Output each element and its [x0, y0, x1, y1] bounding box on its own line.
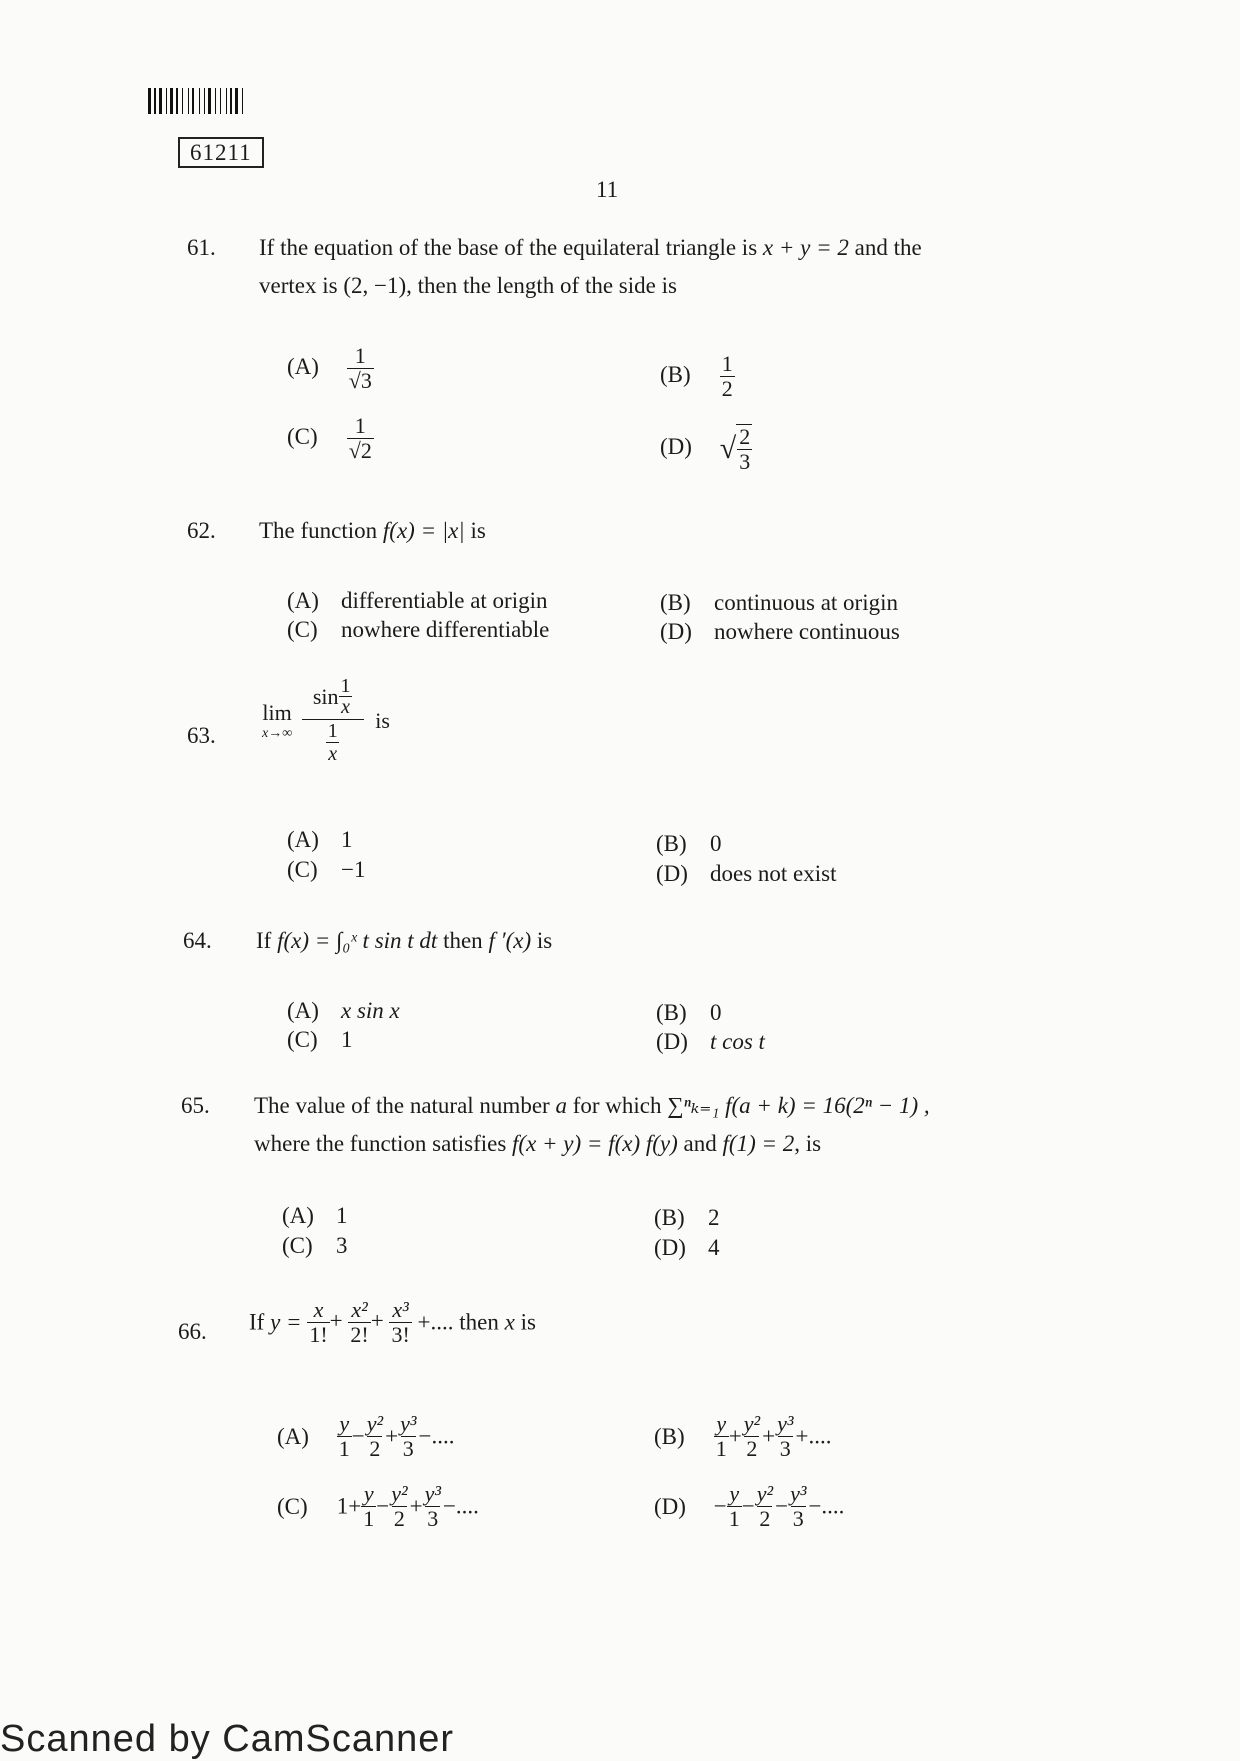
option-b: (B) 2: [654, 1205, 720, 1230]
option-a: (A) $\frac{y}{1}$ − $\frac{\text{y²}}{2}$ + $\frac{\text{y³}}{3}$ −....: [277, 1411, 455, 1461]
question-stem: The function f(x) = |x| is: [259, 518, 486, 543]
question-stem: If the equation of the base of the equilateral triangle is x + y = 2 and the vertex is (2, −1), then the length of the side is: [259, 235, 922, 298]
option-b: (B) continuous at origin: [660, 590, 898, 615]
question-number: 63.: [187, 723, 216, 748]
option-a: (A) differentiable at origin: [287, 588, 548, 613]
option-c: (C) nowhere differentiable: [287, 617, 550, 642]
option-b: (B) 0: [656, 1000, 722, 1025]
scanner-watermark: Scanned by CamScanner: [0, 1718, 455, 1760]
option-c: (C) $\frac{1}{√2}$: [287, 413, 372, 463]
option-d: (D) √ $\frac{2}{3}$: [660, 424, 751, 474]
option-a: (A) 1: [282, 1203, 348, 1228]
limit-expression: lim x→∞ sin $\frac{1}{x}$ $\frac{1}{x}$ is: [262, 675, 390, 765]
question-number: 62.: [187, 518, 216, 543]
option-c: (C) −1: [287, 857, 366, 882]
page-number: 11: [596, 177, 619, 202]
question-stem: If f(x) = ∫₀ˣ t sin t dt then f ′(x) is: [256, 928, 553, 953]
question-number: 61.: [187, 235, 216, 260]
question-stem: If y = $\frac{x}{1!}$ + $\frac{\text{x²}}{2!}$ + $\frac{\text{x³}}{3!}$ +.... then x is: [249, 1297, 536, 1347]
option-d: (D) nowhere continuous: [660, 619, 900, 644]
option-d: (D) 4: [654, 1235, 720, 1260]
option-a: (A) x sin x: [287, 998, 400, 1023]
option-b: (B) $\frac{y}{1}$ + $\frac{\text{y²}}{2}$ + $\frac{\text{y³}}{3}$ +....: [654, 1411, 832, 1461]
question-number: 64.: [183, 928, 212, 953]
option-d: (D) − $\frac{y}{1}$ − $\frac{\text{y²}}{2}$ − $\frac{\text{y³}}{3}$ −....: [654, 1481, 845, 1531]
paper-code: 61211: [178, 137, 264, 168]
option-c: (C) 1+ $\frac{y}{1}$ − $\frac{\text{y²}}{2}$ + $\frac{\text{y³}}{3}$ −....: [277, 1481, 479, 1531]
option-a: (A) $\frac{1}{√3}$: [287, 343, 372, 393]
option-b: (B) 0: [656, 831, 722, 856]
option-d: (D) t cos t: [656, 1029, 765, 1054]
question-number: 65.: [181, 1093, 210, 1118]
option-c: (C) 1: [287, 1027, 353, 1052]
option-b: (B) $\frac{1}{2}$: [660, 351, 733, 401]
question-number: 66.: [178, 1319, 207, 1344]
option-a: (A) 1: [287, 827, 353, 852]
barcode: [148, 88, 306, 114]
option-c: (C) 3: [282, 1233, 348, 1258]
option-d: (D) does not exist: [656, 861, 837, 886]
question-stem: The value of the natural number a for which ∑ⁿₖ₌₁ f(a + k) = 16(2ⁿ − 1) , where the function satisfies f(x + y) = f(x) f(y) and f(1) = 2, is: [254, 1093, 930, 1156]
